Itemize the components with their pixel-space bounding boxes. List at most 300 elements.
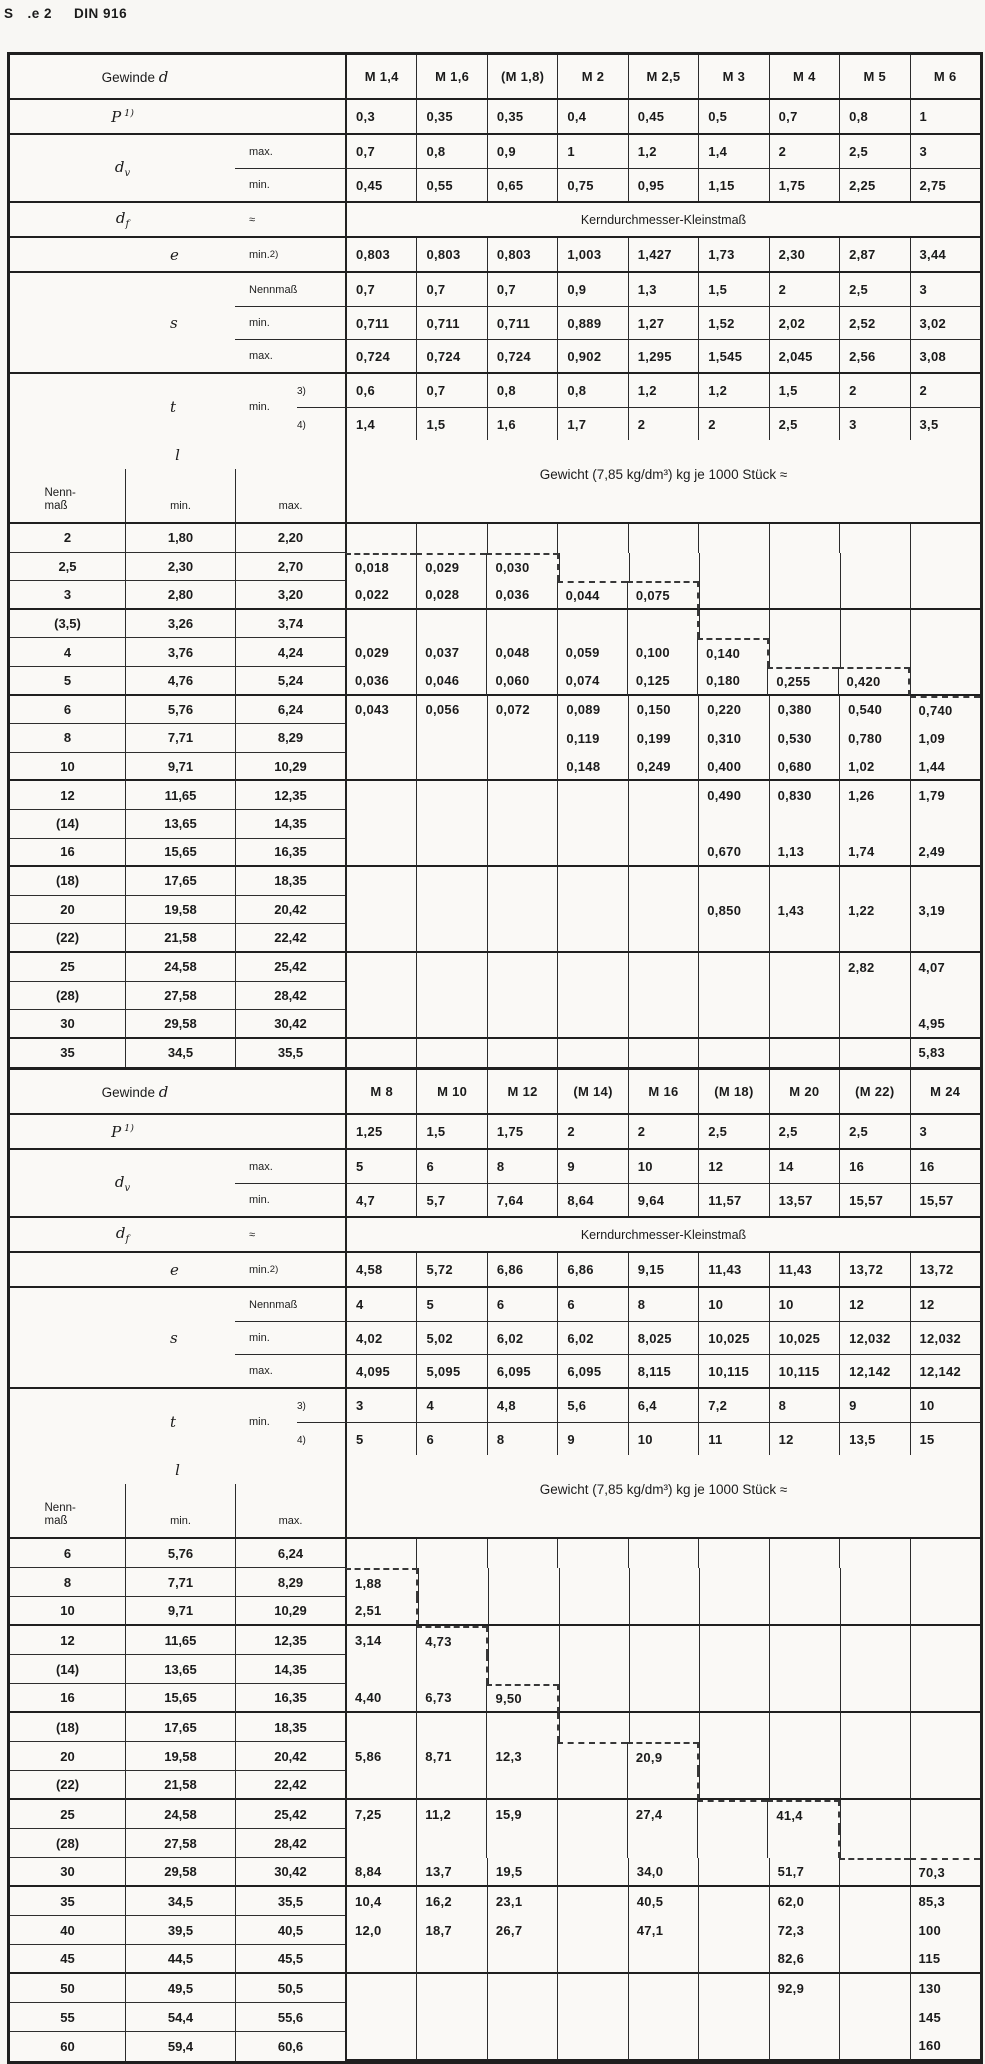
weight-cell: 0,029: [345, 638, 416, 667]
parameter-symbol: d: [158, 67, 169, 86]
value-cell: 5,72: [416, 1253, 486, 1286]
gewinde-label: Gewinde d: [101, 1082, 169, 1101]
value-cell: 10: [628, 1423, 698, 1455]
weight-cell: [910, 524, 980, 553]
length-min-cell: 27,58: [125, 982, 235, 1011]
weight-cell: [345, 810, 416, 839]
weight-cell: [416, 724, 486, 753]
value-cell: 6: [416, 1150, 486, 1183]
value-cell: 13,5: [839, 1423, 909, 1455]
length-row: [10, 924, 980, 953]
parameter-symbol: P $^{1)}$: [111, 107, 134, 126]
value-cell: 3,44: [910, 238, 980, 271]
length-symbol: l: [175, 445, 180, 464]
weight-cell: 0,249: [628, 753, 698, 782]
nominal-length-cell: 10: [10, 753, 125, 782]
spec-symbol-cell: [10, 1150, 235, 1216]
length-row: [10, 867, 980, 896]
length-max-cell: 18,35: [235, 867, 345, 896]
length-max-cell: 18,35: [235, 1713, 345, 1742]
spec-sub-row: [235, 238, 980, 271]
value-row: [345, 408, 980, 440]
nominal-length-cell: 10: [10, 1597, 125, 1626]
weight-cell: [488, 1655, 558, 1684]
spec-row-d: [10, 201, 980, 236]
thread-size-column-header: M 24: [910, 1070, 980, 1113]
length-row: [10, 1539, 980, 1568]
value-row: [345, 169, 980, 201]
length-min-cell: 3,76: [125, 638, 235, 667]
weight-cell: [416, 867, 486, 896]
thread-size-column-header: M 10: [416, 1070, 486, 1113]
weight-cell: 1,74: [839, 839, 909, 868]
value-cell: 6: [557, 1288, 627, 1321]
weight-cell: [839, 1010, 909, 1039]
sub-label: max.: [249, 350, 273, 362]
spec-sub-row: [235, 100, 980, 133]
standard-number: DIN 916: [74, 6, 128, 21]
weight-cell: [769, 1742, 839, 1771]
weight-cell: 1,44: [910, 753, 980, 782]
value-cell: 8,64: [557, 1184, 627, 1216]
spec-sub-row: [297, 374, 980, 407]
length-max-cell: 16,35: [235, 839, 345, 868]
length-max-cell: 8,29: [235, 724, 345, 753]
nominal-length-cell: 45: [10, 1945, 125, 1974]
nominal-length-cell: (14): [10, 810, 125, 839]
weight-cell: 4,73: [416, 1626, 488, 1655]
length-weight-header: [10, 440, 980, 524]
value-cell: 6,86: [557, 1253, 627, 1286]
weight-cell: [910, 810, 980, 839]
value-cell: 15,57: [839, 1184, 909, 1216]
weight-cell: [487, 753, 557, 782]
sub-label: Nennmaß: [249, 283, 298, 296]
nominal-length-cell: 6: [10, 696, 125, 725]
weight-cell: [698, 1539, 768, 1568]
value-cell: 2,56: [839, 340, 909, 372]
value-cell: 2: [698, 408, 768, 440]
length-row: [10, 1829, 980, 1858]
value-cell: 0,7: [416, 273, 486, 306]
weight-cell: [840, 1626, 910, 1655]
weight-cell: [699, 1713, 769, 1742]
value-cell: 2: [628, 1115, 698, 1148]
spec-row-P: [10, 100, 980, 133]
weight-cell: [416, 839, 486, 868]
weight-cell: 130: [910, 1974, 980, 2003]
weight-cell: [557, 2032, 627, 2061]
value-cell: 2: [769, 135, 839, 168]
weight-cell: [839, 1945, 909, 1974]
value-cell: 4,095: [356, 1363, 391, 1379]
weight-cell: [345, 753, 416, 782]
weight-cell: 27,4: [627, 1800, 697, 1829]
sub-label: max.: [249, 1160, 273, 1173]
value-cell: 0,9: [557, 273, 627, 306]
weight-cell: 72,3: [769, 1916, 839, 1945]
weight-cell: [557, 953, 627, 982]
weight-cell: [559, 1597, 629, 1626]
length-min-cell: 5,76: [125, 696, 235, 725]
value-cell: 1,5: [416, 1115, 486, 1148]
length-max-cell: 3,20: [235, 581, 345, 610]
value-cell: 2: [557, 1115, 627, 1148]
length-min-cell: 17,65: [125, 1713, 235, 1742]
weight-cell: 15,9: [486, 1800, 556, 1829]
value-cell: 0,889: [557, 307, 627, 339]
length-row: [10, 839, 980, 868]
weight-cell: [769, 1771, 839, 1800]
value-cell: 0,65: [487, 169, 557, 201]
weight-cell: 70,3: [910, 1858, 980, 1887]
spec-sub-row: [235, 1150, 980, 1183]
value-cell: 9,64: [628, 1184, 698, 1216]
weight-cell: [699, 581, 769, 610]
weight-cell: [487, 2003, 557, 2032]
nominal-length-cell: 25: [10, 953, 125, 982]
page-number: .e 2: [27, 6, 53, 21]
value-cell: 10: [628, 1150, 698, 1183]
value-cell: 1,6: [487, 408, 557, 440]
value-cell: 9: [839, 1389, 909, 1422]
value-cell: 1,2: [628, 374, 698, 407]
nominal-length-cell: 3: [10, 581, 125, 610]
value-row: [345, 1253, 980, 1286]
value-row: [345, 273, 980, 306]
weight-cell: [416, 1713, 486, 1742]
weight-cell: [910, 1539, 980, 1568]
weight-cell: 26,7: [487, 1916, 557, 1945]
length-max-cell: 14,35: [235, 1655, 345, 1684]
value-cell: 6,02: [557, 1322, 627, 1354]
weight-cell: [839, 1858, 909, 1887]
parameter-symbol: $d_f$: [115, 209, 130, 230]
nominal-length-cell: 25: [10, 1800, 125, 1829]
weight-cell: [418, 1568, 488, 1597]
length-max-header: max.: [235, 469, 345, 522]
value-cell: 5,02: [416, 1322, 486, 1354]
value-cell: 2,5: [839, 273, 909, 306]
weight-cell: [487, 1039, 557, 1068]
weight-cell: [557, 1858, 627, 1887]
parameter-symbol: d: [158, 1082, 169, 1101]
weight-cell: [839, 1039, 909, 1068]
length-row: [10, 896, 980, 925]
length-min-cell: 3,26: [125, 610, 235, 639]
length-subheader-row: [10, 1484, 345, 1537]
value-cell: 6,86: [487, 1253, 557, 1286]
length-max-cell: 50,5: [235, 1974, 345, 2003]
value-cell: 1: [910, 100, 980, 133]
gewinde-label-area: [10, 1070, 345, 1113]
weight-cell: [557, 1887, 627, 1916]
weight-cell: [910, 610, 980, 639]
weight-cell: [416, 1539, 486, 1568]
value-cell: 2: [628, 408, 698, 440]
value-cell: 8: [487, 1150, 557, 1183]
weight-cell: [629, 1626, 699, 1655]
weight-cell: [345, 1974, 416, 2003]
value-cell: 1,2: [628, 135, 698, 168]
kerndurchmesser-note: Kerndurchmesser-Kleinstmaß: [345, 203, 980, 236]
value-cell: 10: [698, 1288, 768, 1321]
thread-size-column-header: M 1,6: [416, 55, 486, 98]
weight-cell: [557, 524, 627, 553]
length-min-cell: 4,76: [125, 667, 235, 696]
weight-cell: 8,84: [345, 1858, 416, 1887]
length-min-cell: 54,4: [125, 2003, 235, 2032]
weight-cell: [910, 1771, 980, 1800]
spec-symbol-cell: [10, 1389, 235, 1455]
weight-cell: [769, 524, 839, 553]
value-cell: 10,025: [698, 1322, 768, 1354]
value-cell: 6,02: [487, 1322, 557, 1354]
weight-cell: 2,49: [910, 839, 980, 868]
nominal-length-cell: (14): [10, 1655, 125, 1684]
value-cell: 3: [356, 1398, 364, 1413]
value-cell: 0,9: [487, 135, 557, 168]
weight-cell: 13,7: [416, 1858, 486, 1887]
spec-row-s: [10, 271, 980, 372]
nennmass-header: Nenn-maß: [44, 486, 76, 512]
weight-cell: [487, 1539, 557, 1568]
value-cell: 9: [557, 1150, 627, 1183]
nominal-length-cell: 50: [10, 1974, 125, 2003]
spec-sub-row: [235, 203, 980, 236]
thread-size-column-header: M 16: [628, 1070, 698, 1113]
weight-cell: 1,26: [839, 781, 909, 810]
length-max-cell: 45,5: [235, 1945, 345, 1974]
weight-cell: [487, 1010, 557, 1039]
weight-cell: [486, 1829, 556, 1858]
length-symbol: l: [175, 1460, 180, 1479]
length-row: [10, 810, 980, 839]
weight-cell: [840, 1597, 910, 1626]
weight-cell: [910, 1742, 980, 1771]
weight-cell: 0,680: [769, 753, 839, 782]
value-cell: 0,7: [416, 374, 486, 407]
weight-cell: [416, 1945, 486, 1974]
spec-sub-row: [235, 273, 980, 306]
length-max-cell: 10,29: [235, 1597, 345, 1626]
value-cell: 11,57: [698, 1184, 768, 1216]
length-row: [10, 524, 980, 553]
value-cell: 0,8: [487, 374, 557, 407]
length-max-cell: 60,6: [235, 2032, 345, 2061]
value-cell: 7,64: [487, 1184, 557, 1216]
weight-cell: [628, 781, 698, 810]
weight-cell: [698, 1916, 768, 1945]
parameter-symbol: $d_v$: [114, 1172, 131, 1194]
weight-cell: [345, 2032, 416, 2061]
spec-sub-row: [235, 1321, 980, 1354]
nominal-length-cell: 20: [10, 1742, 125, 1771]
thread-size-column-header: M 5: [839, 55, 909, 98]
value-cell: 2,045: [769, 340, 839, 372]
weight-cell: [699, 1684, 769, 1713]
weight-cell: [416, 2032, 486, 2061]
value-cell: 1,4: [356, 416, 375, 432]
length-min-cell: 2,30: [125, 553, 235, 582]
weight-cell: 0,029: [416, 553, 486, 582]
length-max-cell: 8,29: [235, 1568, 345, 1597]
weight-cell: [769, 810, 839, 839]
weight-cell: 0,044: [557, 581, 627, 610]
thread-size-column-header: M 12: [487, 1070, 557, 1113]
weight-cell: [910, 1829, 980, 1858]
value-cell: 16: [910, 1150, 980, 1183]
weight-cell: 10,4: [345, 1887, 416, 1916]
spec-values-area: [235, 238, 980, 271]
weight-cell: [416, 982, 486, 1011]
value-row: [345, 1389, 980, 1422]
weight-cell: 5,86: [345, 1742, 416, 1771]
value-cell: 13,72: [839, 1253, 909, 1286]
weight-cell: 0,530: [769, 724, 839, 753]
weight-cell: [910, 982, 980, 1011]
value-cell: 5: [356, 1159, 364, 1174]
weight-cell: [628, 1974, 698, 2003]
spec-values-area: [235, 1253, 980, 1286]
nominal-length-cell: (3,5): [10, 610, 125, 639]
weight-cell: [487, 810, 557, 839]
value-cell: 2,5: [698, 1115, 768, 1148]
weight-cell: 0,036: [345, 667, 416, 696]
weight-cell: [345, 524, 416, 553]
value-cell: 6: [487, 1288, 557, 1321]
spec-values-area: [235, 374, 980, 440]
thread-size-column-header: M 20: [769, 1070, 839, 1113]
length-max-cell: 12,35: [235, 1626, 345, 1655]
weight-cell: 0,380: [769, 696, 839, 725]
value-cell: 5: [356, 1431, 364, 1447]
value-cell: 1,52: [698, 307, 768, 339]
length-max-cell: 20,42: [235, 896, 345, 925]
weight-cell: [345, 1713, 416, 1742]
length-max-cell: 3,74: [235, 610, 345, 639]
value-cell: 2,02: [769, 307, 839, 339]
weight-cell: [559, 1626, 629, 1655]
sub-label: min.: [249, 317, 270, 329]
page-title: [4, 6, 127, 21]
value-cell: 1,295: [628, 340, 698, 372]
value-cell: 0,95: [628, 169, 698, 201]
value-cell: 6,4: [628, 1389, 698, 1422]
weight-cell: [839, 2032, 909, 2061]
thread-size-column-header: M 2: [557, 55, 627, 98]
weight-cell: 1,02: [839, 753, 909, 782]
weight-cell: [557, 2003, 627, 2032]
weight-cell: [910, 638, 980, 667]
sub-label: min.: [249, 1416, 270, 1428]
weight-cell: 0,420: [838, 667, 910, 696]
weight-cell: 18,7: [416, 1916, 486, 1945]
weight-cell: [557, 1742, 627, 1771]
length-max-cell: 25,42: [235, 953, 345, 982]
length-max-cell: 30,42: [235, 1010, 345, 1039]
spec-sub-row: [235, 1253, 980, 1286]
length-row: [10, 1626, 980, 1655]
value-cell: 4,7: [356, 1192, 375, 1208]
weight-cell: [557, 1916, 627, 1945]
value-cell: 6: [416, 1423, 486, 1455]
weight-cell: [839, 924, 909, 953]
length-max-cell: 2,70: [235, 553, 345, 582]
din-916-table-small-sizes: [7, 52, 983, 1070]
weight-cell: [699, 1655, 769, 1684]
weight-cell: [486, 1771, 556, 1800]
weight-cell: [488, 1626, 558, 1655]
weight-cell: 16,2: [416, 1887, 486, 1916]
weight-cell: [557, 1945, 627, 1974]
weight-cell: [629, 553, 699, 582]
spec-values-area: [235, 1288, 980, 1387]
length-row: [10, 1916, 980, 1945]
weight-cell: 0,030: [486, 553, 558, 582]
spec-sub-row: [235, 306, 980, 339]
length-max-cell: 25,42: [235, 1800, 345, 1829]
value-cell: 0,803: [487, 238, 557, 271]
weight-cell: [416, 1039, 486, 1068]
value-cell: 0,7: [356, 144, 375, 159]
weight-cell: [698, 1858, 768, 1887]
weight-cell: [557, 1800, 627, 1829]
length-row: [10, 638, 980, 667]
spec-symbol-cell: [10, 273, 235, 372]
weight-cell: 0,056: [416, 696, 486, 725]
weight-cell: 0,036: [486, 581, 556, 610]
thread-size-column-header: (M 14): [557, 1070, 627, 1113]
weight-cell: [345, 2003, 416, 2032]
spec-values-area: [235, 1150, 980, 1216]
value-cell: 6,095: [487, 1355, 557, 1387]
spec-sub-row: [235, 168, 980, 201]
weight-cell: [628, 1039, 698, 1068]
spec-row-t: [10, 372, 980, 440]
weight-cell: [557, 982, 627, 1011]
value-cell: 1,25: [356, 1124, 383, 1139]
length-subheader-row: [10, 469, 345, 522]
value-cell: 10,115: [769, 1355, 839, 1387]
weight-cell: [839, 1974, 909, 2003]
value-cell: 1,3: [628, 273, 698, 306]
length-min-cell: 1,80: [125, 524, 235, 553]
weight-cell: [769, 2032, 839, 2061]
weight-cell: [698, 953, 768, 982]
length-max-cell: 28,42: [235, 982, 345, 1011]
length-row: [10, 553, 980, 582]
thread-size-column-header: M 8: [370, 1084, 393, 1099]
weight-cell: 62,0: [769, 1887, 839, 1916]
weight-cell: [910, 867, 980, 896]
value-cell: 4,02: [356, 1330, 383, 1346]
weight-cell: [769, 924, 839, 953]
value-row: [345, 307, 980, 339]
value-cell: 8: [769, 1389, 839, 1422]
value-cell: 12: [910, 1288, 980, 1321]
weight-cell: 0,400: [698, 753, 768, 782]
weight-cell: 145: [910, 2003, 980, 2032]
value-row: [345, 1355, 980, 1387]
weight-cell: [557, 924, 627, 953]
weight-cell: 51,7: [769, 1858, 839, 1887]
weight-cell: [698, 2032, 768, 2061]
value-cell: 2: [910, 374, 980, 407]
value-cell: 3,02: [910, 307, 980, 339]
length-row: [10, 1568, 980, 1597]
weight-cell: [698, 982, 768, 1011]
